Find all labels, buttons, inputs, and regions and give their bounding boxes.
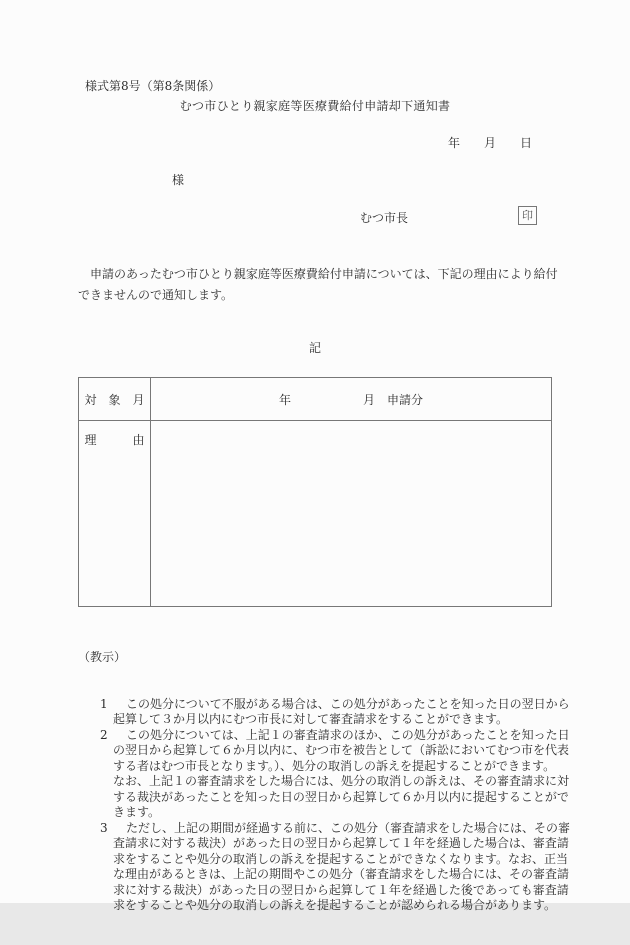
kyouji-section [78,619,571,945]
form-number: 様式第8号（第8条関係） [85,79,221,93]
table-row-target-month [79,378,552,421]
sender-title: むつ市長 [360,211,409,225]
kyouji-item-line: きます。 [113,805,161,819]
kyouji-item-line [78,727,570,744]
recipient-honorific: 様 [172,173,185,187]
kyouji-item-text: この処分について不服がある場合は、この処分があったことを知った日の翌日から [126,696,570,711]
body-paragraph [78,264,558,306]
seal-placeholder-icon: 印 [518,206,537,225]
kyouji-heading: （教示） [78,650,127,664]
kyouji-item-line [78,820,571,837]
kyouji-item-number: 3 [100,820,108,835]
body-line: できませんので通知します。 [78,288,234,302]
kyouji-item-text: ただし、上記の期間が経過する前に、この処分（審査請求をした場合には、その審 [126,820,571,835]
target-month-header: 対 象 月 [79,378,151,421]
record-label: 記 [308,341,321,355]
kyouji-item-line [78,696,570,713]
target-month-value: 年 月 申請分 [151,378,552,421]
kyouji-item-line: する裁決があったことを知った日の翌日から起算して６か月以内に提起することがで [113,789,569,804]
body-line: 申請のあったむつ市ひとり親家庭等医療費給付申請については、下記の理由により給付 [90,267,558,281]
kyouji-item-line: の翌日から起算して６か月以内に、むつ市を被告として（訴訟においてむつ市を代表 [113,743,570,757]
kyouji-item-line: な理由があるときは、上記の期間やこの処分（審査請求をした場合には、その審査請 [113,867,570,881]
kyouji-item-line: なお、上記１の審査請求をした場合には、処分の取消しの訴えは、その審査請求に対 [113,774,570,788]
date-line: 年 月 日 [447,136,532,150]
notice-table [78,377,552,607]
kyouji-item-line: 求に対する裁決）があった日の翌日から起算して１年を経過した後であっても審査請 [113,882,569,897]
kyouji-item-line: 求をすることや処分の取消しの訴えを提起することが認められる場合があります。 [113,898,557,912]
kyouji-item-text: この処分については、上記１の審査請求のほか、この処分があったことを知った日 [126,727,570,742]
document-title: むつ市ひとり親家庭等医療費給付申請却下通知書 [179,99,451,113]
kyouji-item-line: 求をすることや処分の取消しの訴えを提起することができなくなります。なお、正当 [113,851,569,866]
reason-value [151,421,552,607]
table-row-reason [79,421,552,607]
kyouji-items [78,696,571,914]
kyouji-item-number: 2 [100,727,108,742]
kyouji-item-line: する者はむつ市長となります。）、処分の取消しの訴えを提起することができます。 [113,758,556,773]
kyouji-item-line: 起算して３か月以内にむつ市長に対して審査請求をすることができます。 [113,712,509,726]
kyouji-item-number: 1 [100,696,108,711]
kyouji-item-line: 査請求に対する裁決）があった日の翌日から起算して１年を経過した場合は、審査請 [113,836,569,850]
reason-header: 理 由 [79,421,151,607]
